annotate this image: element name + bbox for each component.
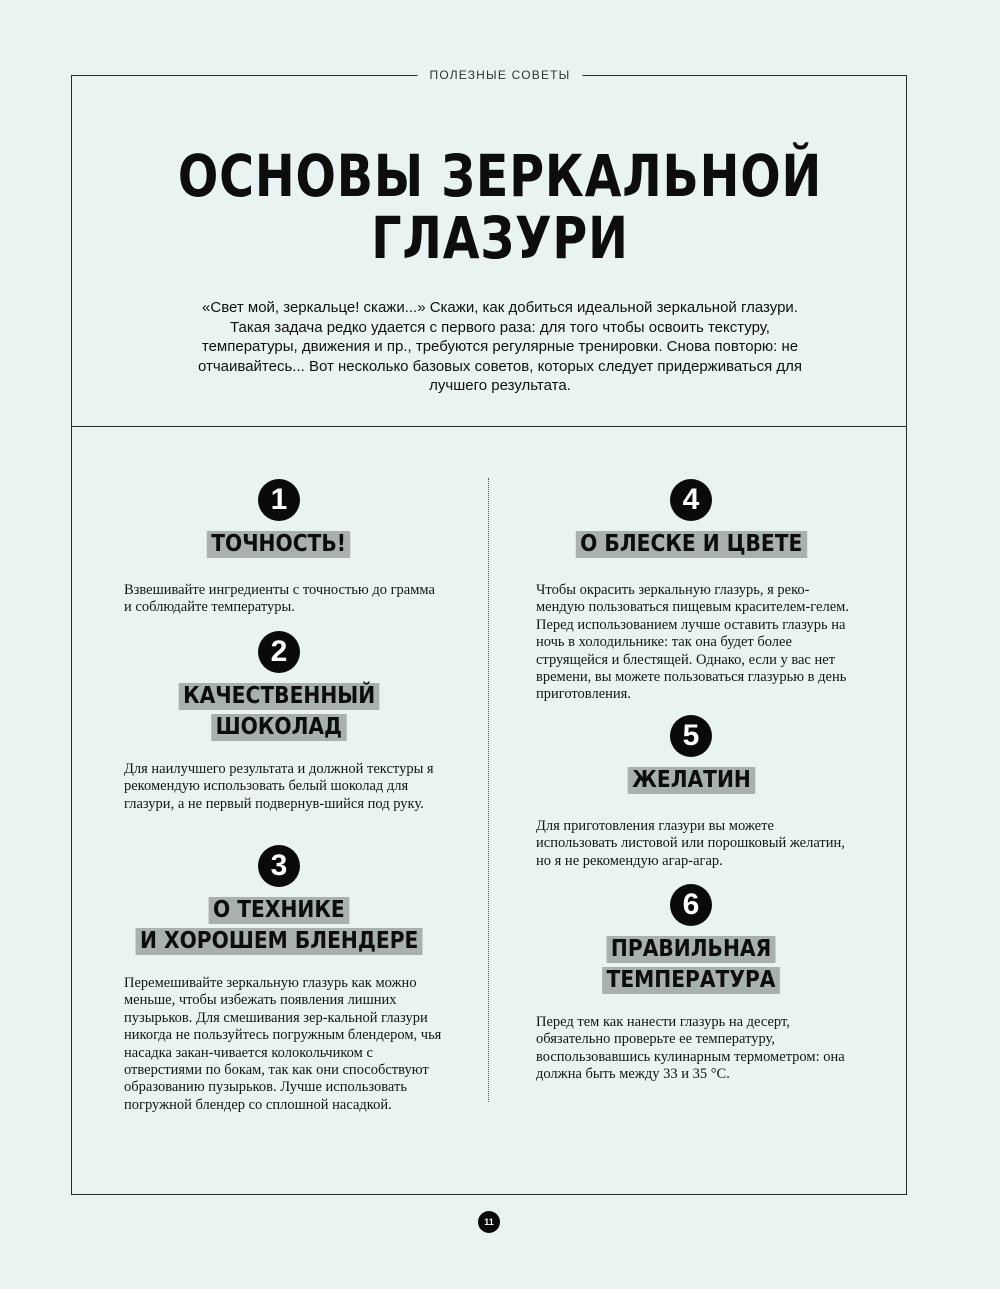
tip-heading-line: О ТЕХНИКЕ [209,897,350,924]
tip-text: Для наилучшего результата и должной текстуры я рекомендую использовать белый шоколад для глазури, а не первый подвернув-шийся под руку. [124,761,434,812]
tip-6 [526,884,856,1084]
tip-1 [114,479,444,617]
tip-number-badge: 5 [670,715,712,757]
tip-text: Перемешивайте зеркальную глазурь как можно меньше, чтобы избежать появления лишних пузырьков. Для смешивания зер-кальной глазури никогда не пользуйтесь погружным блендером, чья насадка закан-чивается колокольчиком с отверстиями по бокам, так как они способствуют образованию пузырьков. Лучше использовать погружной блендер со сплошной насадкой. [124,975,442,1113]
tip-number-badge: 6 [670,884,712,926]
column-divider [488,478,489,1102]
tip-2 [114,631,444,813]
tip-heading [114,897,444,959]
tip-heading [114,683,444,745]
tip-number-badge: 1 [258,479,300,521]
tip-heading-line: И ХОРОШЕМ БЛЕНДЕРЕ [135,928,422,955]
tip-heading-line: О БЛЕСКЕ И ЦВЕТЕ [575,531,806,558]
tip-heading-line: ПРАВИЛЬНАЯ [606,936,775,963]
tip-heading-line: КАЧЕСТВЕННЫЙ [179,683,380,710]
page-number: 11 [478,1211,500,1233]
title-line-2: ГЛАЗУРИ [371,204,629,272]
tip-text: Взвешивайте ингредиенты с точностью до грамма и соблюдайте температуры. [124,582,435,616]
horizontal-divider [71,426,907,427]
tip-4 [526,479,856,704]
title-line-1: ОСНОВЫ ЗЕРКАЛЬНОЙ [177,142,823,210]
page-title [90,142,910,272]
tip-number-badge: 3 [258,845,300,887]
intro-paragraph: «Свет мой, зеркальце! скажи...» Скажи, как добиться идеальной зеркальной глазури. Такая задача редко удается с первого раза: для того чтобы освоить текстуру, температуры, движения и пр., требуются регулярные тренировки. Снова повторю: не отчаивайтесь... Вот несколько базовых советов, которых следует придерживаться для лучшего результата. [197,299,802,394]
tip-heading [526,767,856,798]
tip-heading [526,531,856,562]
tip-3 [114,845,444,1114]
tip-heading-line: ШОКОЛАД [211,714,346,741]
tip-5 [526,715,856,870]
tip-heading-line: ТЕМПЕРАТУРА [602,967,780,994]
tip-number-badge: 2 [258,631,300,673]
tip-text: Для приготовления глазури вы можете использовать листовой или порошковый желатин, но я не рекомендую агар-агар. [536,818,845,869]
tip-heading [114,531,444,562]
tip-number-badge: 4 [670,479,712,521]
tip-heading-line: ТОЧНОСТЬ! [207,531,351,558]
tip-heading [526,936,856,998]
tip-text: Перед тем как нанести глазурь на десерт, обязательно проверьте ее температуру, воспользовавшись кулинарным термометром: она должна быть между 33 и 35 °C. [536,1014,845,1083]
section-label: ПОЛЕЗНЫЕ СОВЕТЫ [417,66,582,84]
tip-text: Чтобы окрасить зеркальную глазурь, я реко-мендую пользоваться пищевым красителем-гелем. Перед использованием лучше оставить глазурь на ночь в холодильнике: так она будет более струящейся и блестящей. Однако, если у вас нет времени, вы можете пользоваться глазурью в день приготовления. [536,582,849,703]
tip-heading-line: ЖЕЛАТИН [627,767,755,794]
